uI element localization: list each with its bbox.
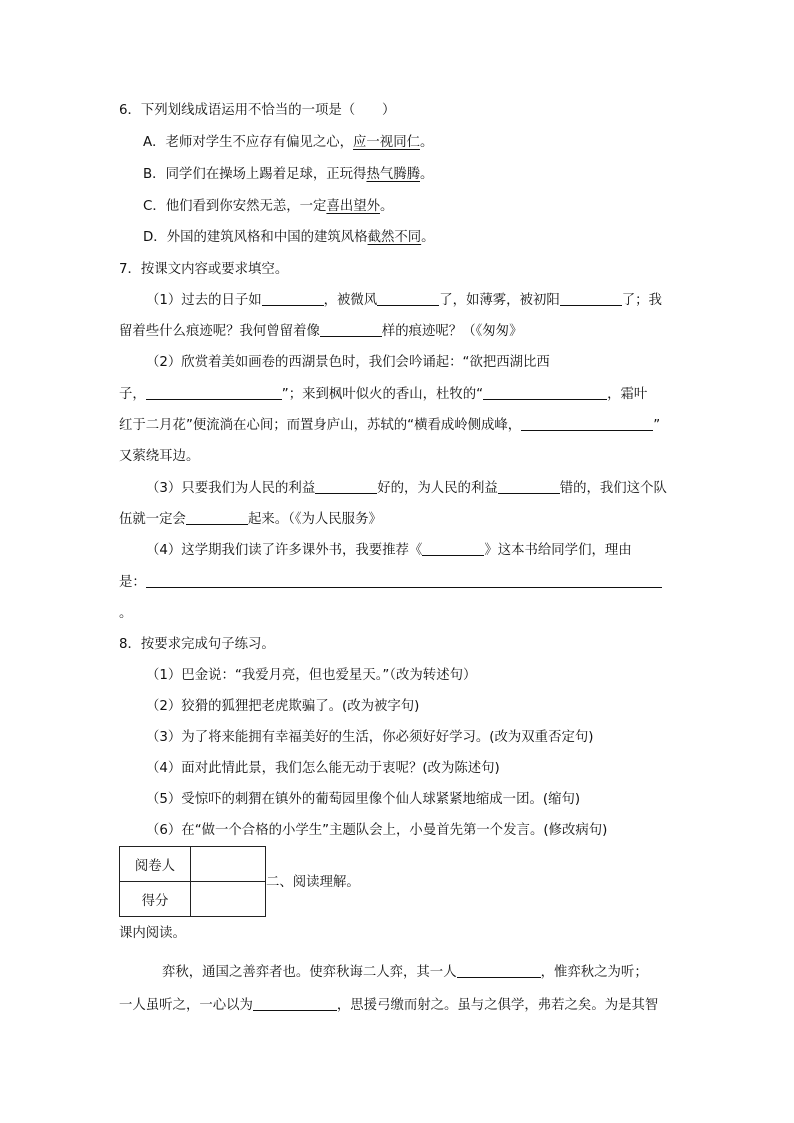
q8-sentence-2: （2）狡猾的狐狸把老虎欺骗了。(改为被字句) — [146, 699, 420, 714]
fill-blank[interactable] — [498, 479, 560, 494]
q8-sentence-3: （3）为了将来能拥有幸福美好的生活，你必须好好学习。(改为双重否定句) — [146, 730, 594, 745]
fill-blank[interactable] — [315, 479, 377, 494]
fill-blank[interactable] — [521, 416, 653, 431]
q6-stem: 6．下列划线成语运用不恰当的一项是（ ） — [119, 103, 396, 118]
q7-part2-line3: 红于二月花”便流淌在心间；而置身庐山，苏轼的“横看成岭侧成峰， ” — [119, 418, 661, 433]
q6-d-idiom: 截然不同 — [367, 230, 422, 245]
passage-line-2: 一人虽听之，一心以为 ，思援弓缴而射之。虽与之俱学，弗若之矣。为是其智 — [119, 998, 659, 1013]
q6-c-idiom: 喜出望外 — [326, 199, 380, 214]
q7-part4-line1: （4）这学期我们读了许多课外书，我要推荐《 》这本书给同学们，理由 — [146, 543, 632, 558]
q7-part4-line2: 是： — [119, 573, 662, 593]
q7-stem: 7．按课文内容或要求填空。 — [119, 262, 289, 277]
reviewer-label: 阅卷人 — [120, 847, 191, 882]
fill-blank[interactable] — [262, 291, 324, 306]
q7-part2-line4: 又萦绕耳边。 — [119, 449, 200, 464]
passage-line-1: 弈秋，通国之善弈者也。使弈秋诲二人弈，其一人 ，惟弈秋之为听； — [162, 965, 648, 980]
section2-subtitle: 课内阅读。 — [119, 926, 186, 941]
q7-part2-line2: 子， ”；来到枫叶似火的香山，杜牧的“ ，霜叶 — [119, 387, 648, 402]
fill-blank[interactable] — [253, 996, 337, 1011]
q8-sentence-6: （6）在“做一个合格的小学生”主题队会上，小曼首先第一个发言。(修改病句) — [146, 823, 608, 838]
q7-part4-line3: 。 — [119, 606, 133, 621]
score-cell[interactable] — [191, 882, 266, 917]
q7-part3-line2: 伍就一定会 起来。（《为人民服务》 — [119, 512, 382, 527]
fill-blank-reason[interactable] — [146, 573, 662, 588]
fill-blank[interactable] — [422, 541, 484, 556]
q7-part1-line2: 留着些什么痕迹呢？我何曾留着像 样的痕迹呢？（《匆匆》 — [119, 324, 523, 339]
q6-option-c: C．他们看到你安然无恙，一定喜出望外。 — [143, 199, 394, 214]
q6-b-idiom: 热气腾腾 — [366, 167, 420, 182]
section2-title: 二、阅读理解。 — [266, 875, 360, 890]
q8-sentence-1: （1）巴金说：“我爱月亮，但也爱星天。”（改为转述句） — [146, 668, 477, 683]
q7-part2-line1: （2）欣赏着美如画卷的西湖景色时，我们会吟诵起：“欲把西湖比西 — [146, 355, 550, 370]
q6-option-b: B．同学们在操场上踢着足球，正玩得热气腾腾。 — [143, 167, 434, 182]
q7-part3-line1: （3）只要我们为人民的利益 好的，为人民的利益 错的，我们这个队 — [146, 481, 667, 496]
fill-blank[interactable] — [377, 291, 439, 306]
fill-blank[interactable] — [186, 510, 248, 525]
q6-option-d: D．外国的建筑风格和中国的建筑风格截然不同。 — [143, 230, 435, 245]
reviewer-cell[interactable] — [191, 847, 266, 882]
fill-blank[interactable] — [320, 322, 382, 337]
q8-sentence-5: （5）受惊吓的刺猬在镇外的葡萄园里像个仙人球紧紧地缩成一团。(缩句) — [146, 792, 581, 807]
fill-blank[interactable] — [146, 385, 282, 400]
fill-blank[interactable] — [483, 385, 607, 400]
q8-sentence-4: （4）面对此情此景，我们怎么能无动于衷呢？(改为陈述句) — [146, 761, 500, 776]
score-label: 得分 — [120, 882, 191, 917]
fill-blank[interactable] — [457, 963, 541, 978]
score-table — [119, 846, 266, 917]
q7-part1-line1: （1）过去的日子如 ，被微风 了，如薄雾，被初阳 了；我 — [146, 293, 662, 308]
q6-option-a: A．老师对学生不应存有偏见之心，应一视同仁。 — [143, 135, 434, 150]
q6-a-idiom: 应一视同仁 — [353, 135, 420, 150]
fill-blank[interactable] — [560, 291, 622, 306]
q8-stem: 8．按要求完成句子练习。 — [119, 637, 275, 652]
